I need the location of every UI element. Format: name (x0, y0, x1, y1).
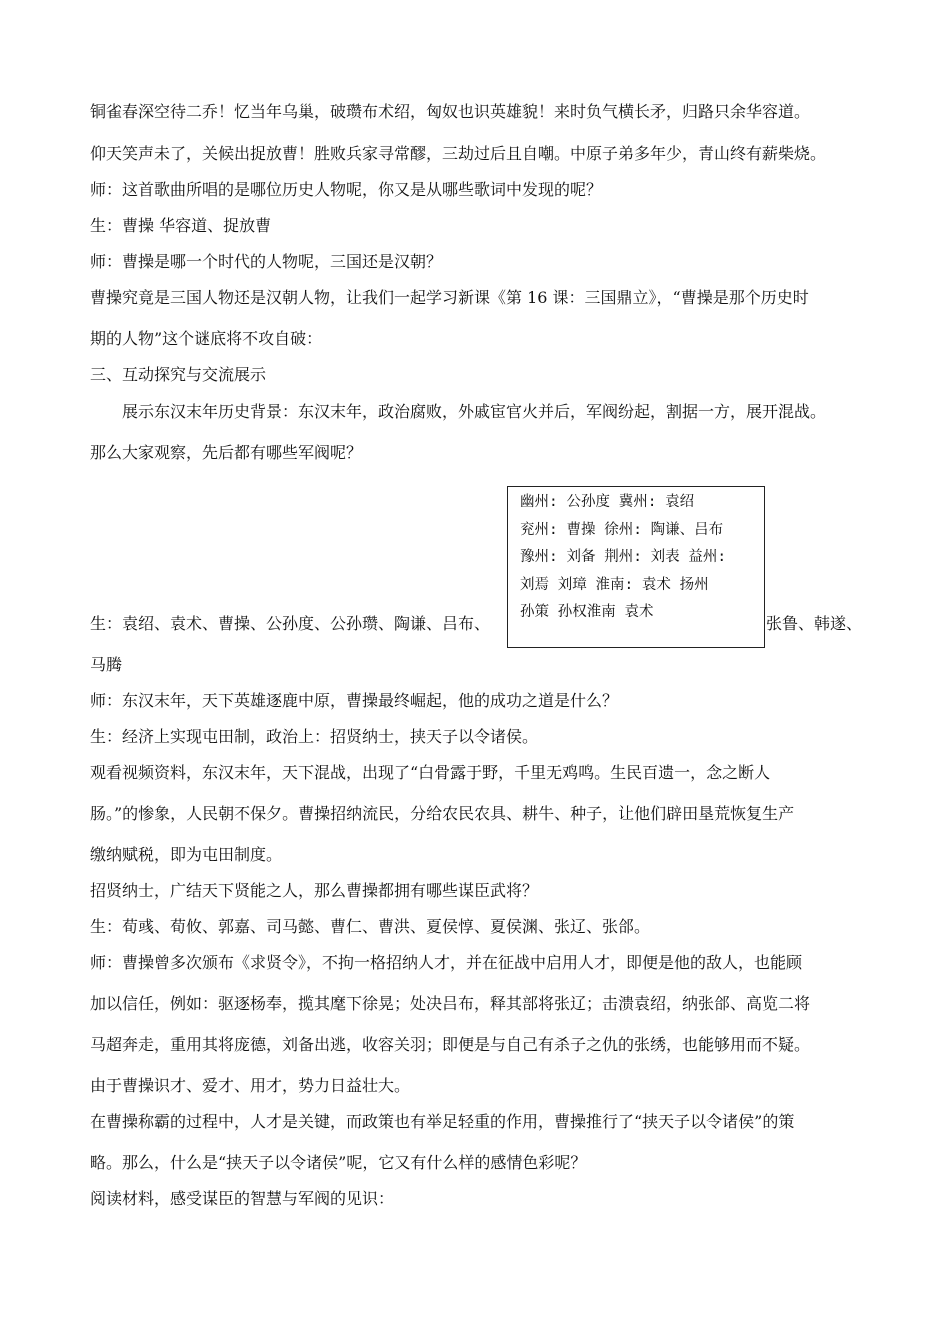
territory-line-2: 兖州: 曹操 徐州: 陶谦、吕布 (520, 521, 724, 538)
paragraph-intro-line-1: 曹操究竟是三国人物还是汉朝人物，让我们一起学习新课《第 16 课：三国鼎立》，“曹操是那个历史时 (90, 288, 809, 307)
teacher-paragraph-line-3: 马超奔走，重用其将庞德，刘备出逃，收容关羽；即便是与自己有杀子之仇的张绣，也能够用而不疑。 (90, 1035, 811, 1054)
paragraph-intro-line-2: 期的人物”这个谜底将不攻自破： (90, 329, 323, 348)
policy-paragraph-line-1: 在曹操称霸的过程中，人才是关键，而政策也有举足轻重的作用，曹操推行了“挟天子以令诸侯”的策 (90, 1112, 795, 1131)
video-paragraph-line-3: 缴纳赋税，即为屯田制度。 (90, 845, 283, 864)
teacher-question-1: 师：这首歌曲所唱的是哪位历史人物呢，你又是从哪些歌词中发现的呢？ (90, 180, 603, 199)
territory-line-4: 刘焉 刘璋 淮南: 袁术 扬州 (520, 576, 709, 593)
teacher-paragraph-line-2: 加以信任，例如：驱逐杨奉，揽其麾下徐晃；处决吕布，释其部将张辽；击溃袁绍，纳张郃、高览二将 (90, 994, 811, 1013)
student-answer-2-part-2: 张鲁、韩遂、 (766, 614, 863, 633)
student-answer-1: 生：曹操 华容道、捉放曹 (90, 216, 272, 235)
summary-line: 由于曹操识才、爱才、用才，势力日益壮大。 (90, 1076, 411, 1095)
territory-line-5: 孙策 孙权淮南 袁术 (520, 604, 654, 620)
warlords-territory-box (507, 486, 765, 648)
student-answer-4: 生：荀彧、荀攸、郭嘉、司马懿、曹仁、曹洪、夏侯惇、夏侯渊、张辽、张郃。 (90, 917, 651, 936)
video-paragraph-line-2: 肠。”的惨象，人民朝不保夕。曹操招纳流民，分给农民农具、耕牛、种子，让他们辟田垦荒恢复生产 (90, 804, 795, 823)
section-heading: 三、互动探究与交流展示 (90, 365, 267, 384)
talent-question: 招贤纳士，广结天下贤能之人，那么曹操都拥有哪些谋臣武将？ (90, 881, 539, 900)
policy-paragraph-line-2: 略。那么，什么是“挟天子以令诸侯”呢，它又有什么样的感情色彩呢？ (90, 1153, 587, 1172)
lyric-line-2: 仰天笑声未了，关候出捉放曹！胜败兵家寻常醪，三劫过后且自嘲。中原子弟多年少，青山终有薪柴烧。 (90, 144, 827, 163)
teacher-question-3: 师：东汉末年，天下英雄逐鹿中原，曹操最终崛起，他的成功之道是什么？ (90, 691, 619, 710)
territory-line-1: 幽州: 公孙度 冀州: 袁绍 (520, 494, 695, 510)
teacher-paragraph-line-1: 师：曹操曾多次颁布《求贤令》，不拘一格招纳人才，并在征战中启用人才，即便是他的敌人，也能顾 (90, 953, 803, 972)
teacher-question-2: 师：曹操是哪一个时代的人物呢，三国还是汉朝？ (90, 252, 443, 271)
student-answer-3: 生：经济上实现屯田制，政治上：招贤纳士，挟天子以令诸侯。 (90, 727, 539, 746)
background-paragraph: 展示东汉末年历史背景：东汉末年，政治腐败，外戚宦官火并后，军阀纷起，割据一方，展开混战。 (122, 402, 827, 421)
video-paragraph-line-1: 观看视频资料，东汉末年，天下混战，出现了“白骨露于野，千里无鸡鸣。生民百遗一，念之断人 (90, 763, 771, 782)
warlords-question: 那么大家观察，先后都有哪些军阀呢？ (90, 443, 363, 462)
territory-line-3: 豫州: 刘备 荆州: 刘表 益州: (520, 549, 727, 565)
reading-instruction: 阅读材料，感受谋臣的智慧与军阀的见识： (90, 1189, 395, 1208)
lyric-line-1: 铜雀春深空待二乔！忆当年乌巢，破瓒布术绍，匈奴也识英雄貌！来时负气横长矛，归路只余华容道。 (90, 102, 811, 121)
student-answer-2-end: 马腾 (90, 655, 123, 674)
student-answer-2-part-1: 生：袁绍、袁术、曹操、公孙度、公孙瓒、陶谦、吕布、 (90, 614, 491, 633)
